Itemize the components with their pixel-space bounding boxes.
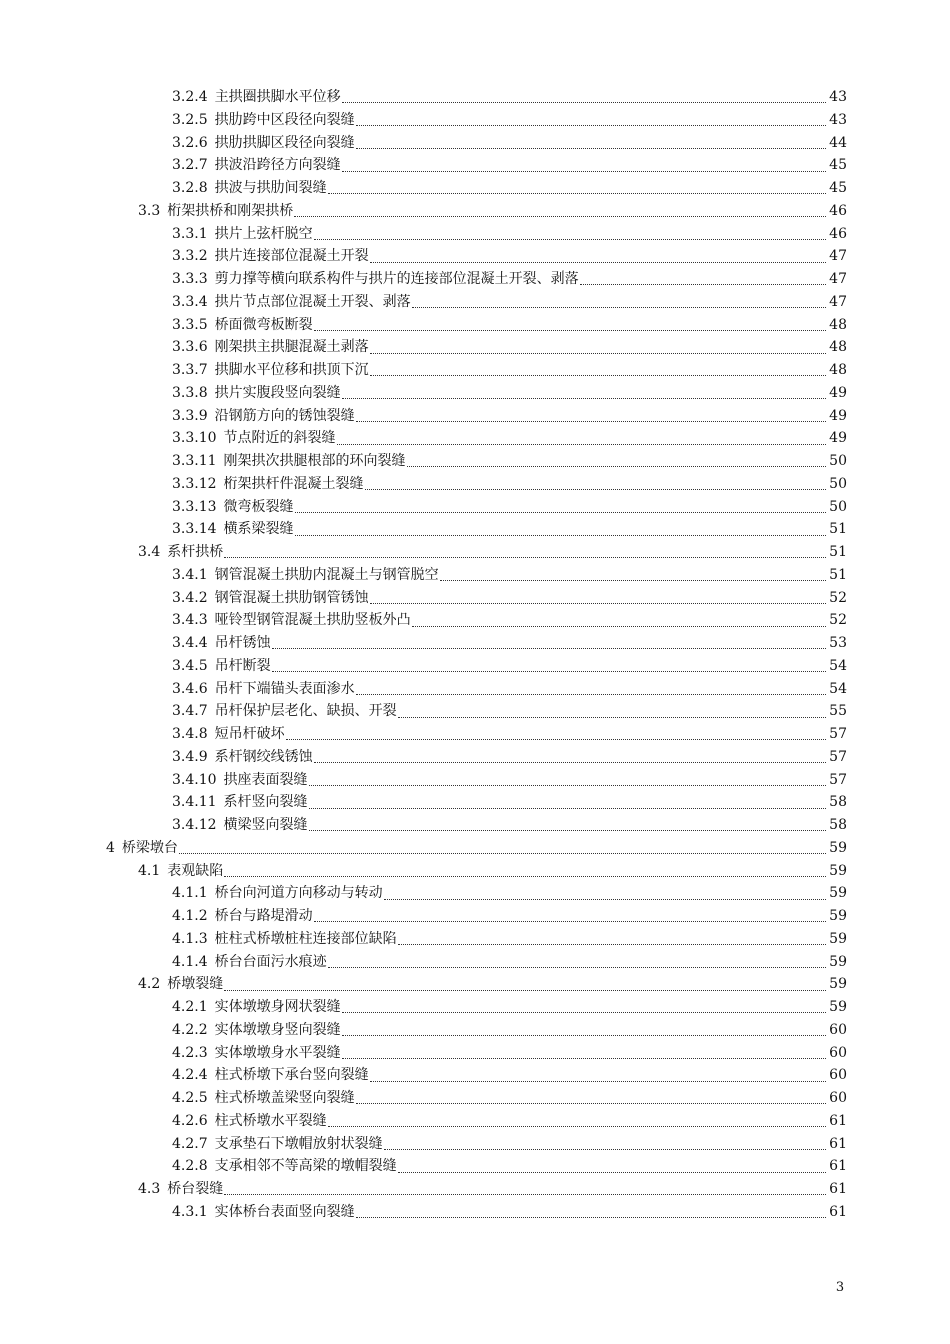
toc-dot-leader xyxy=(384,1148,826,1150)
toc-entry-title: 横梁竖向裂缝 xyxy=(223,817,308,833)
toc-entry[interactable] xyxy=(172,791,950,814)
toc-entry-page: 47 xyxy=(829,248,847,265)
toc-entry-title: 吊杆保护层老化、缺损、开裂 xyxy=(214,703,397,720)
toc-entry-title: 哑铃型钢管混凝土拱肋竖板外凸 xyxy=(214,612,411,629)
toc-dot-leader xyxy=(356,420,826,422)
toc-entry-number: 3.4.9 xyxy=(172,748,208,765)
toc-entry-page: 59 xyxy=(829,930,847,947)
toc-dot-leader xyxy=(342,1034,826,1036)
toc-entry-page: 61 xyxy=(829,1135,847,1152)
toc-entry-page: 61 xyxy=(829,1158,847,1175)
page-number: 3 xyxy=(835,1280,845,1295)
toc-entry-page: 47 xyxy=(829,271,847,287)
toc-entry-number: 4.1 xyxy=(138,862,161,879)
toc-entry-page: 51 xyxy=(829,566,847,583)
toc-entry[interactable] xyxy=(172,814,950,837)
toc-entry-number: 4.2.5 xyxy=(172,1090,208,1106)
toc-entry-title: 拱片节点部位混凝土开裂、剥落 xyxy=(214,293,411,310)
toc-dot-leader xyxy=(356,1216,826,1218)
toc-entry[interactable] xyxy=(172,245,950,268)
toc-entry-number: 3.4.11 xyxy=(172,794,217,811)
toc-entry[interactable] xyxy=(172,223,950,246)
toc-dot-leader xyxy=(370,602,826,604)
toc-entry-number: 4.3.1 xyxy=(172,1203,208,1220)
toc-entry-page: 50 xyxy=(829,475,847,492)
toc-entry-page: 48 xyxy=(829,316,847,333)
toc-entry[interactable] xyxy=(138,1178,950,1201)
toc-entry-number: 3.4.1 xyxy=(172,566,208,583)
toc-entry-title: 吊杆下端锚头表面渗水 xyxy=(214,680,355,697)
toc-entry-page: 57 xyxy=(829,748,847,765)
toc-entry-title: 主拱圈拱脚水平位移 xyxy=(214,89,341,105)
toc-entry-title: 表观缺陷 xyxy=(167,862,224,879)
toc-entry-page: 55 xyxy=(829,703,847,720)
toc-entry-title: 桩柱式桥墩桩柱连接部位缺陷 xyxy=(214,930,397,947)
toc-entry-page: 59 xyxy=(829,908,847,924)
toc-dot-leader xyxy=(342,170,826,172)
toc-entry-title: 桥墩裂缝 xyxy=(167,976,224,993)
toc-entry[interactable] xyxy=(172,678,950,701)
toc-entry-title: 桥台裂缝 xyxy=(167,1181,224,1197)
toc-entry-page: 51 xyxy=(829,544,847,560)
toc-entry-number: 4.1.2 xyxy=(172,908,208,924)
toc-entry-title: 支承相邻不等高梁的墩帽裂缝 xyxy=(214,1158,397,1175)
toc-entry-title: 钢管混凝土拱肋钢管锈蚀 xyxy=(214,589,369,606)
toc-entry-page: 49 xyxy=(829,430,847,447)
toc-dot-leader xyxy=(337,443,826,445)
toc-entry-page: 46 xyxy=(829,225,847,242)
toc-entry[interactable] xyxy=(172,473,950,496)
toc-entry-title: 实体墩墩身水平裂缝 xyxy=(214,1044,341,1061)
toc-entry-number: 4.2.2 xyxy=(172,1021,208,1038)
toc-entry[interactable] xyxy=(172,1042,950,1065)
toc-entry-number: 3.3.13 xyxy=(172,498,217,515)
toc-entry-number: 3.4.12 xyxy=(172,817,217,833)
toc-entry-page: 60 xyxy=(829,1067,847,1084)
toc-entry-number: 3.3.7 xyxy=(172,362,208,378)
toc-entry-title: 拱波沿跨径方向裂缝 xyxy=(214,157,341,174)
toc-entry-page: 48 xyxy=(829,339,847,356)
toc-entry-page: 61 xyxy=(829,1181,847,1197)
toc-entry-number: 4.3 xyxy=(138,1181,161,1197)
toc-entry-number: 3.3.10 xyxy=(172,430,217,447)
toc-entry-page: 43 xyxy=(829,89,847,105)
toc-dot-leader xyxy=(295,511,826,513)
toc-entry-number: 3.3.1 xyxy=(172,225,208,242)
toc-entry-page: 57 xyxy=(829,771,847,788)
toc-entry-number: 3.4.3 xyxy=(172,612,208,629)
toc-entry-page: 58 xyxy=(829,817,847,833)
toc-entry-number: 3.3.14 xyxy=(172,521,217,538)
toc-entry-number: 4.2.3 xyxy=(172,1044,208,1061)
toc-entry-title: 系杆竖向裂缝 xyxy=(223,794,308,811)
toc-dot-leader xyxy=(342,397,826,399)
toc-entry-page: 61 xyxy=(829,1112,847,1129)
toc-entry-number: 3.2.8 xyxy=(172,180,208,196)
toc-entry-page: 58 xyxy=(829,794,847,811)
toc-entry-title: 桁架拱杆件混凝土裂缝 xyxy=(223,475,364,492)
toc-entry-number: 3.4 xyxy=(138,544,161,560)
toc-entry-page: 43 xyxy=(829,111,847,128)
toc-entry-number: 4.1.1 xyxy=(172,885,208,902)
toc-entry-page: 52 xyxy=(829,589,847,606)
toc-dot-leader xyxy=(370,261,826,263)
toc-entry-page: 52 xyxy=(829,612,847,629)
toc-entry[interactable] xyxy=(172,609,950,632)
toc-entry[interactable] xyxy=(172,587,950,610)
toc-entry-number: 3.3.11 xyxy=(172,453,217,469)
toc-dot-leader xyxy=(309,807,826,809)
toc-entry-number: 4.2 xyxy=(138,976,161,993)
toc-entry[interactable] xyxy=(172,154,950,177)
toc-dot-leader xyxy=(224,989,826,991)
toc-dot-leader xyxy=(328,1125,826,1127)
toc-dot-leader xyxy=(328,966,826,968)
toc-entry-page: 49 xyxy=(829,407,847,424)
toc-entry-number: 4.1.4 xyxy=(172,953,208,970)
toc-entry[interactable] xyxy=(172,769,950,792)
toc-entry-number: 3.3.5 xyxy=(172,316,208,333)
toc-dot-leader xyxy=(384,898,826,900)
toc-entry-title: 柱式桥墩下承台竖向裂缝 xyxy=(214,1067,369,1084)
toc-entry-number: 3.4.6 xyxy=(172,680,208,697)
toc-entry-title: 刚架拱主拱腿混凝土剥落 xyxy=(214,339,369,356)
toc-dot-leader xyxy=(342,1011,826,1013)
toc-entry[interactable] xyxy=(172,496,950,519)
toc-entry-title: 桥梁墩台 xyxy=(121,839,178,856)
toc-entry[interactable] xyxy=(172,1019,950,1042)
toc-entry-title: 剪力撑等横向联系构件与拱片的连接部位混凝土开裂、剥落 xyxy=(214,271,579,287)
toc-dot-leader xyxy=(370,352,826,354)
toc-dot-leader xyxy=(398,1171,826,1173)
toc-dot-leader xyxy=(365,488,826,490)
toc-entry[interactable] xyxy=(172,359,950,382)
toc-dot-leader xyxy=(580,283,826,285)
toc-entry-number: 4.1.3 xyxy=(172,930,208,947)
toc-entry-title: 沿钢筋方向的锈蚀裂缝 xyxy=(214,407,355,424)
toc-entry-page: 59 xyxy=(829,976,847,993)
toc-entry-number: 3.3.12 xyxy=(172,475,217,492)
toc-entry[interactable] xyxy=(138,200,950,223)
toc-entry-title: 系杆拱桥 xyxy=(167,544,224,560)
toc-dot-leader xyxy=(309,829,826,831)
toc-entry-title: 实体墩墩身网状裂缝 xyxy=(214,999,341,1015)
toc-entry-number: 3.4.8 xyxy=(172,726,208,742)
toc-dot-leader xyxy=(224,556,826,558)
toc-entry-page: 59 xyxy=(829,999,847,1015)
toc-dot-leader xyxy=(314,920,826,922)
toc-entry[interactable] xyxy=(172,382,950,405)
toc-entry-title: 吊杆断裂 xyxy=(214,657,271,674)
toc-entry-title: 柱式桥墩水平裂缝 xyxy=(214,1112,327,1129)
toc-entry-page: 47 xyxy=(829,293,847,310)
toc-entry-number: 4.2.8 xyxy=(172,1158,208,1175)
toc-entry-number: 3.2.4 xyxy=(172,89,208,105)
toc-dot-leader xyxy=(224,875,826,877)
toc-entry[interactable] xyxy=(172,1110,950,1133)
toc-entry-page: 50 xyxy=(829,498,847,515)
toc-dot-leader xyxy=(286,738,826,740)
toc-entry-number: 3.2.6 xyxy=(172,134,208,151)
toc-dot-leader xyxy=(272,647,826,649)
toc-entry[interactable] xyxy=(172,1087,950,1110)
toc-entry[interactable] xyxy=(172,882,950,905)
toc-entry[interactable] xyxy=(172,450,950,473)
toc-entry-page: 50 xyxy=(829,453,847,469)
toc-dot-leader xyxy=(314,761,826,763)
toc-dot-leader xyxy=(272,670,826,672)
toc-entry-number: 3.3.8 xyxy=(172,384,208,401)
toc-entry-number: 3.3 xyxy=(138,202,161,219)
toc-entry-number: 3.4.4 xyxy=(172,635,208,651)
toc-entry-page: 44 xyxy=(829,134,847,151)
toc-entry[interactable] xyxy=(172,951,950,974)
toc-entry-title: 拱肋拱脚区段径向裂缝 xyxy=(214,134,355,151)
toc-entry[interactable] xyxy=(172,405,950,428)
toc-entry[interactable] xyxy=(172,928,950,951)
toc-dot-leader xyxy=(398,943,826,945)
toc-entry-number: 3.2.7 xyxy=(172,157,208,174)
toc-dot-leader xyxy=(412,306,826,308)
toc-entry[interactable] xyxy=(172,723,950,746)
toc-entry[interactable] xyxy=(172,518,950,541)
toc-entry-number: 4 xyxy=(106,839,115,856)
toc-entry-page: 61 xyxy=(829,1203,847,1220)
toc-entry-title: 实体桥台表面竖向裂缝 xyxy=(214,1203,355,1220)
toc-dot-leader xyxy=(179,852,826,854)
toc-entry[interactable] xyxy=(172,700,950,723)
toc-entry-number: 3.4.5 xyxy=(172,657,208,674)
toc-entry[interactable] xyxy=(172,314,950,337)
toc-entry-title: 微弯板裂缝 xyxy=(223,498,294,515)
toc-entry-title: 拱座表面裂缝 xyxy=(223,771,308,788)
toc-entry-title: 拱波与拱肋间裂缝 xyxy=(214,180,327,196)
toc-dot-leader xyxy=(356,693,826,695)
toc-entry-page: 48 xyxy=(829,362,847,378)
toc-entry-number: 3.3.6 xyxy=(172,339,208,356)
toc-entry[interactable] xyxy=(172,291,950,314)
toc-entry-page: 46 xyxy=(829,202,847,219)
toc-entry-title: 拱肋跨中区段径向裂缝 xyxy=(214,111,355,128)
toc-entry-number: 3.4.2 xyxy=(172,589,208,606)
toc-entry-title: 桥台台面污水痕迹 xyxy=(214,953,327,970)
toc-entry-title: 钢管混凝土拱肋内混凝土与钢管脱空 xyxy=(214,566,439,583)
toc-dot-leader xyxy=(356,147,826,149)
toc-dot-leader xyxy=(314,238,826,240)
toc-dot-leader xyxy=(412,625,826,627)
toc-entry[interactable] xyxy=(172,427,950,450)
toc-entry[interactable] xyxy=(172,86,950,109)
toc-entry-number: 4.2.1 xyxy=(172,999,208,1015)
toc-entry-title: 吊杆锈蚀 xyxy=(214,635,271,651)
toc-entry-number: 4.2.4 xyxy=(172,1067,208,1084)
toc-entry-page: 49 xyxy=(829,384,847,401)
toc-entry-page: 60 xyxy=(829,1021,847,1038)
toc-entry[interactable] xyxy=(172,905,950,928)
toc-entry-title: 拱片上弦杆脱空 xyxy=(214,225,313,242)
toc-entry-title: 桁架拱桥和刚架拱桥 xyxy=(167,202,294,219)
toc-entry-page: 51 xyxy=(829,521,847,538)
toc-entry-page: 45 xyxy=(829,180,847,196)
toc-entry-page: 45 xyxy=(829,157,847,174)
toc-dot-leader xyxy=(342,101,826,103)
toc-dot-leader xyxy=(356,1102,826,1104)
toc-entry-page: 59 xyxy=(829,885,847,902)
toc-entry-number: 3.3.9 xyxy=(172,407,208,424)
toc-entry-title: 支承垫石下墩帽放射状裂缝 xyxy=(214,1135,383,1152)
toc-entry-title: 柱式桥墩盖梁竖向裂缝 xyxy=(214,1090,355,1106)
toc-entry-title: 桥台与路堤滑动 xyxy=(214,908,313,924)
toc-entry-number: 4.2.6 xyxy=(172,1112,208,1129)
toc-entry[interactable] xyxy=(138,541,950,564)
toc-dot-leader xyxy=(328,192,826,194)
toc-dot-leader xyxy=(356,124,826,126)
toc-entry-number: 3.2.5 xyxy=(172,111,208,128)
toc-entry[interactable] xyxy=(172,1064,950,1087)
toc-entry-number: 3.3.2 xyxy=(172,248,208,265)
toc-entry[interactable] xyxy=(106,837,950,860)
toc-entry-title: 桥台向河道方向移动与转动 xyxy=(214,885,383,902)
toc-entry-page: 57 xyxy=(829,726,847,742)
toc-dot-leader xyxy=(398,716,826,718)
toc-entry-title: 短吊杆破坏 xyxy=(214,726,285,742)
toc-dot-leader xyxy=(370,374,826,376)
toc-entry-page: 53 xyxy=(829,635,847,651)
toc-entry-title: 拱片连接部位混凝土开裂 xyxy=(214,248,369,265)
toc-entry-number: 3.3.4 xyxy=(172,293,208,310)
toc-entry[interactable] xyxy=(172,132,950,155)
toc-entry-number: 3.4.10 xyxy=(172,771,217,788)
toc-entry[interactable] xyxy=(172,1155,950,1178)
toc-entry[interactable] xyxy=(172,268,950,291)
toc-entry-number: 3.4.7 xyxy=(172,703,208,720)
toc-entry-page: 54 xyxy=(829,657,847,674)
toc-entry[interactable] xyxy=(172,1133,950,1156)
toc-entry-page: 59 xyxy=(829,953,847,970)
toc-dot-leader xyxy=(440,579,826,581)
toc-entry[interactable] xyxy=(138,973,950,996)
toc-entry-title: 横系梁裂缝 xyxy=(223,521,294,538)
toc-entry[interactable] xyxy=(172,632,950,655)
toc-entry[interactable] xyxy=(172,655,950,678)
toc-entry-title: 拱脚水平位移和拱顶下沉 xyxy=(214,362,369,378)
toc-entry[interactable] xyxy=(138,860,950,883)
toc-dot-leader xyxy=(294,215,826,217)
toc-entry-page: 59 xyxy=(829,862,847,879)
toc-entry-title: 桥面微弯板断裂 xyxy=(214,316,313,333)
toc-entry-title: 系杆钢绞线锈蚀 xyxy=(214,748,313,765)
toc-entry-page: 59 xyxy=(829,839,847,856)
toc-entry-title: 刚架拱次拱腿根部的环向裂缝 xyxy=(223,453,406,469)
toc-entry-title: 实体墩墩身竖向裂缝 xyxy=(214,1021,341,1038)
toc-dot-leader xyxy=(295,534,826,536)
toc-entry-number: 3.3.3 xyxy=(172,271,208,287)
toc-entry[interactable] xyxy=(172,1201,950,1224)
toc-entry-number: 4.2.7 xyxy=(172,1135,208,1152)
toc-dot-leader xyxy=(407,465,826,467)
toc-entry-page: 60 xyxy=(829,1090,847,1106)
toc-entry-page: 54 xyxy=(829,680,847,697)
toc-entry[interactable] xyxy=(172,336,950,359)
toc-dot-leader xyxy=(309,784,826,786)
table-of-contents xyxy=(0,86,950,1224)
toc-entry[interactable] xyxy=(172,564,950,587)
toc-dot-leader xyxy=(342,1057,826,1059)
toc-entry[interactable] xyxy=(172,109,950,132)
toc-dot-leader xyxy=(314,329,826,331)
toc-entry[interactable] xyxy=(172,746,950,769)
toc-entry-title: 拱片实腹段竖向裂缝 xyxy=(214,384,341,401)
toc-dot-leader xyxy=(370,1080,826,1082)
toc-entry[interactable] xyxy=(172,177,950,200)
toc-entry-title: 节点附近的斜裂缝 xyxy=(223,430,336,447)
toc-entry[interactable] xyxy=(172,996,950,1019)
toc-dot-leader xyxy=(224,1193,826,1195)
toc-entry-page: 60 xyxy=(829,1044,847,1061)
